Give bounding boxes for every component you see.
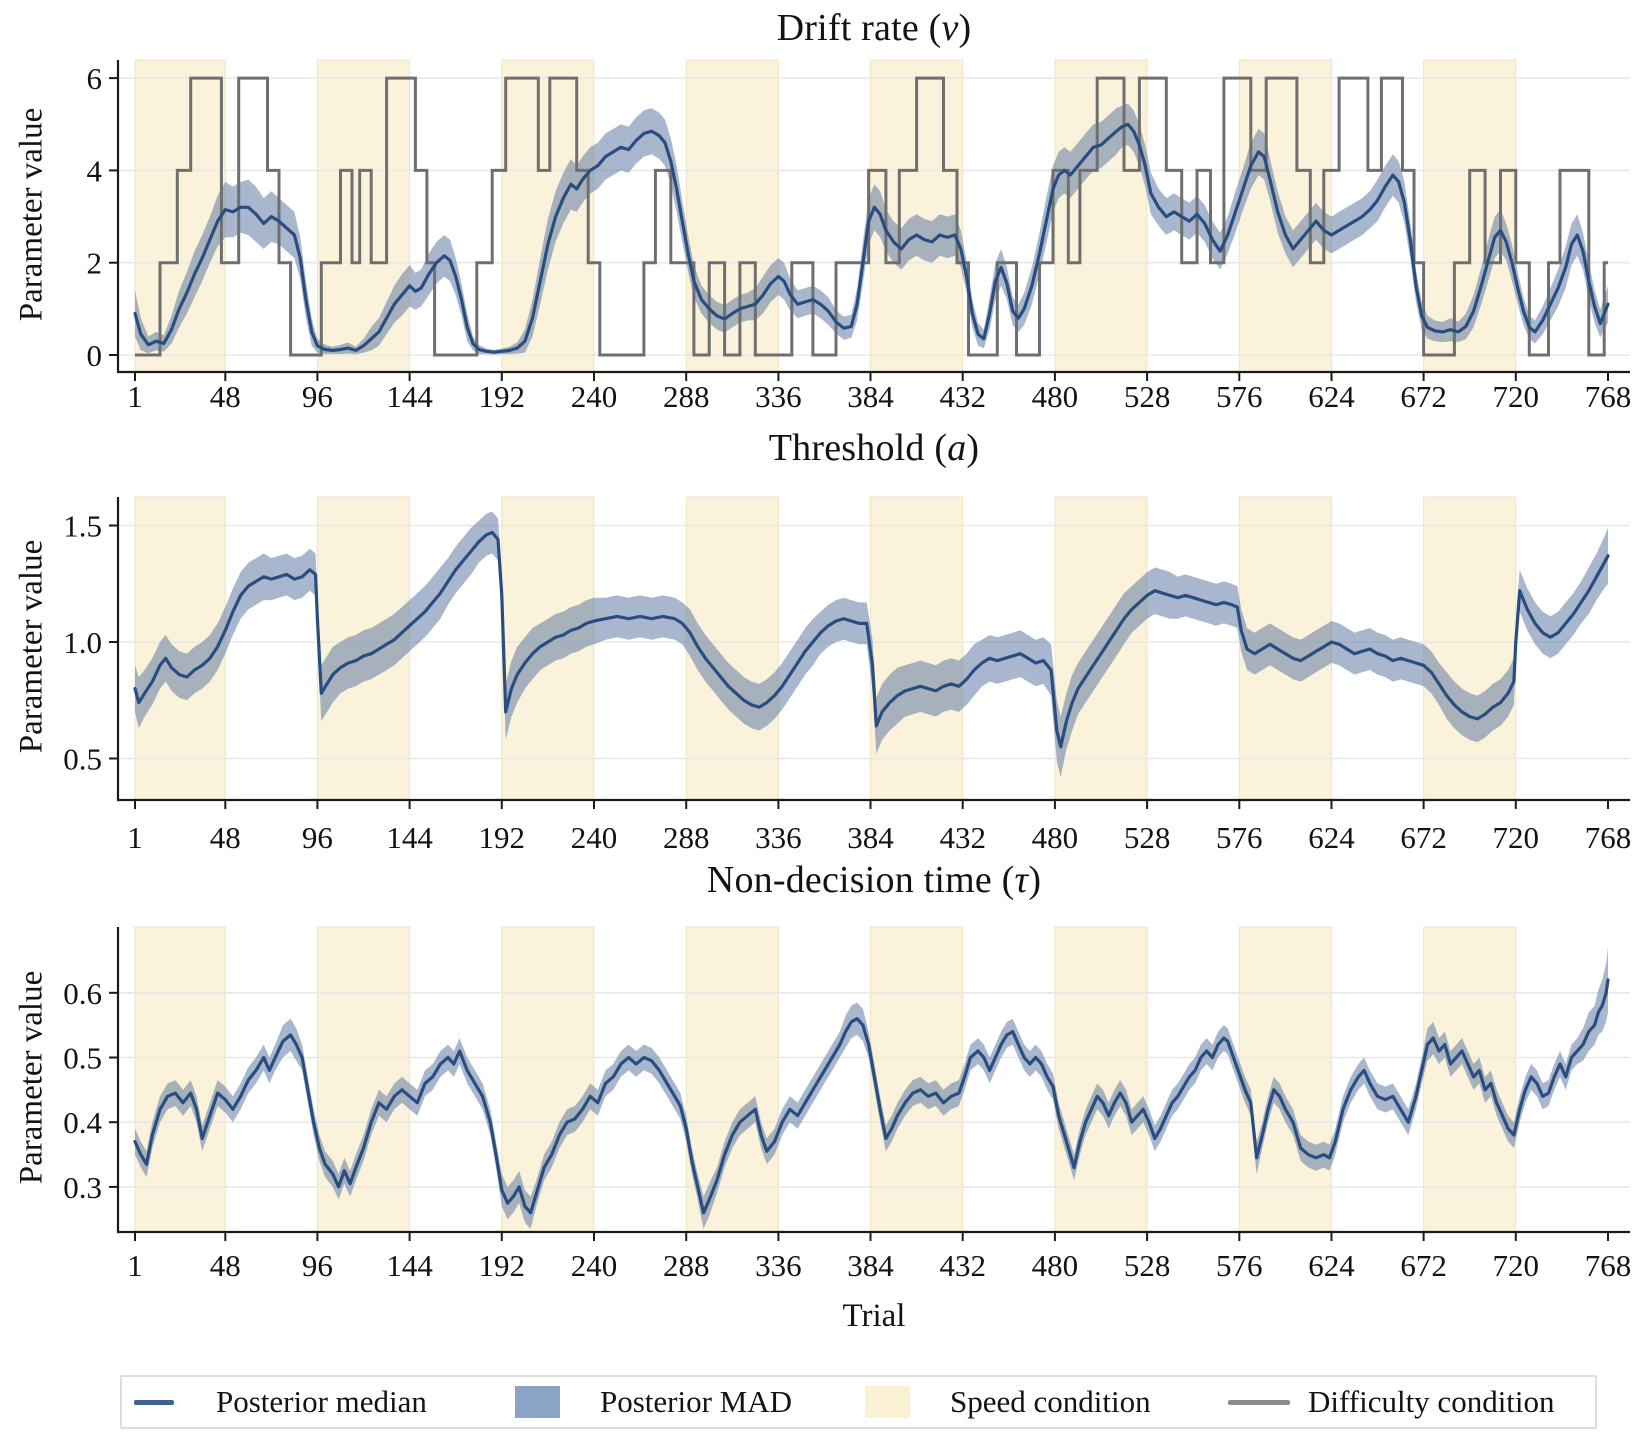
legend-item-speed-condition xyxy=(865,1377,1151,1427)
svg-text:96: 96 xyxy=(301,1248,333,1283)
svg-text:288: 288 xyxy=(662,820,710,855)
svg-text:192: 192 xyxy=(478,379,526,414)
non-decision-time-title: Non-decision time (τ) xyxy=(706,859,1042,901)
svg-text:4: 4 xyxy=(86,153,102,189)
svg-text:720: 720 xyxy=(1492,820,1540,855)
svg-text:1: 1 xyxy=(127,379,143,414)
svg-text:6: 6 xyxy=(86,61,102,97)
legend xyxy=(120,1375,1597,1429)
svg-text:768: 768 xyxy=(1584,820,1632,855)
legend-label: Speed condition xyxy=(950,1384,1151,1419)
legend-item-posterior-median xyxy=(134,1377,427,1427)
posterior-median-line-swatch xyxy=(134,1400,174,1405)
svg-text:384: 384 xyxy=(847,1248,894,1283)
svg-text:432: 432 xyxy=(939,820,986,855)
svg-text:144: 144 xyxy=(386,379,433,414)
drift-rate-chart xyxy=(0,55,1645,420)
svg-text:720: 720 xyxy=(1492,1248,1540,1283)
legend-label: Posterior median xyxy=(216,1384,427,1419)
svg-text:576: 576 xyxy=(1216,1248,1263,1283)
svg-text:96: 96 xyxy=(301,379,333,414)
svg-text:1.5: 1.5 xyxy=(63,508,102,544)
non-decision-time-ylabel: Parameter value xyxy=(13,970,50,1185)
svg-text:192: 192 xyxy=(478,820,526,855)
svg-text:528: 528 xyxy=(1123,379,1171,414)
svg-text:0.5: 0.5 xyxy=(63,1040,102,1076)
svg-text:384: 384 xyxy=(847,379,894,414)
drift-rate-title: Drift rate (v) xyxy=(776,7,972,49)
svg-text:720: 720 xyxy=(1492,379,1540,414)
svg-text:576: 576 xyxy=(1216,820,1263,855)
svg-text:432: 432 xyxy=(939,1248,986,1283)
svg-text:432: 432 xyxy=(939,379,986,414)
svg-text:624: 624 xyxy=(1308,379,1355,414)
svg-text:0: 0 xyxy=(86,338,102,373)
svg-text:672: 672 xyxy=(1400,1248,1447,1283)
svg-text:48: 48 xyxy=(209,820,241,855)
difficulty-condition-line-swatch xyxy=(1228,1400,1290,1405)
legend-item-difficulty-condition xyxy=(1228,1377,1555,1427)
svg-text:0.6: 0.6 xyxy=(63,975,102,1011)
svg-text:48: 48 xyxy=(209,379,241,414)
x-axis-label: Trial xyxy=(842,1298,906,1334)
svg-text:480: 480 xyxy=(1031,379,1079,414)
legend-label: Difficulty condition xyxy=(1308,1384,1555,1419)
svg-text:288: 288 xyxy=(662,379,710,414)
svg-text:0.5: 0.5 xyxy=(63,741,102,777)
svg-text:0.4: 0.4 xyxy=(63,1105,102,1141)
svg-text:240: 240 xyxy=(570,1248,618,1283)
svg-text:192: 192 xyxy=(478,1248,526,1283)
svg-text:96: 96 xyxy=(301,820,333,855)
posterior-mad-band-swatch xyxy=(515,1386,560,1418)
threshold-title: Threshold (a) xyxy=(768,427,980,469)
speed-condition-band-swatch xyxy=(865,1386,910,1418)
svg-text:624: 624 xyxy=(1308,820,1355,855)
svg-text:2: 2 xyxy=(86,245,102,281)
svg-text:672: 672 xyxy=(1400,820,1447,855)
svg-text:768: 768 xyxy=(1584,379,1632,414)
svg-text:576: 576 xyxy=(1216,379,1263,414)
svg-text:768: 768 xyxy=(1584,1248,1632,1283)
legend-label: Posterior MAD xyxy=(600,1384,793,1419)
svg-text:0.3: 0.3 xyxy=(63,1169,102,1205)
svg-text:1.0: 1.0 xyxy=(63,625,102,660)
legend-item-posterior-mad xyxy=(515,1377,792,1427)
threshold-chart xyxy=(0,478,1645,860)
svg-text:384: 384 xyxy=(847,820,894,855)
svg-text:672: 672 xyxy=(1400,379,1447,414)
svg-text:336: 336 xyxy=(755,379,802,414)
non-decision-time-chart xyxy=(0,908,1645,1292)
svg-text:336: 336 xyxy=(755,820,802,855)
svg-text:480: 480 xyxy=(1031,820,1079,855)
svg-text:240: 240 xyxy=(570,379,618,414)
svg-text:336: 336 xyxy=(755,1248,802,1283)
svg-text:144: 144 xyxy=(386,1248,433,1283)
svg-text:240: 240 xyxy=(570,820,618,855)
svg-text:1: 1 xyxy=(127,820,143,855)
svg-text:288: 288 xyxy=(662,1248,710,1283)
svg-text:528: 528 xyxy=(1123,1248,1171,1283)
drift-rate-ylabel: Parameter value xyxy=(13,107,50,322)
svg-text:480: 480 xyxy=(1031,1248,1079,1283)
svg-text:528: 528 xyxy=(1123,820,1171,855)
svg-text:144: 144 xyxy=(386,820,433,855)
svg-text:1: 1 xyxy=(127,1248,143,1283)
svg-text:624: 624 xyxy=(1308,1248,1355,1283)
svg-text:48: 48 xyxy=(209,1248,241,1283)
threshold-ylabel: Parameter value xyxy=(13,539,50,754)
